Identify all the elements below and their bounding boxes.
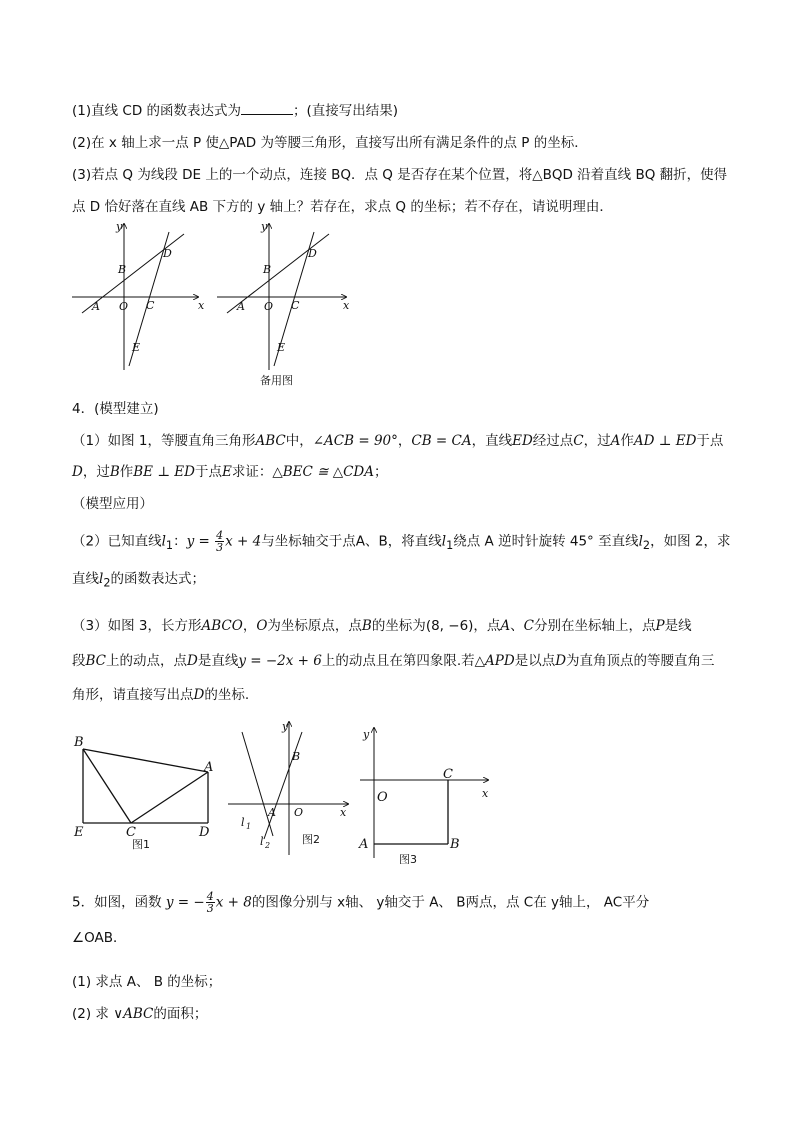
backup-point-label-d: D [308, 247, 317, 260]
q4-title: 4．(模型建立) [72, 401, 159, 417]
figure-2 [228, 722, 348, 855]
origin-label: O [119, 300, 129, 313]
q3-part3-line1: (3)若点 Q 为线段 DE 上的一个动点，连接 BQ．点 Q 是否存在某个位置，将△BQD 沿着直线 BQ 翻折，使得 [72, 167, 728, 183]
fig1-label-a: A [204, 760, 214, 775]
q4-part1-line1: （1）如图 1，等腰直角三角形ABC中，∠ACB = 90°，CB = CA，直线ED经过点C，过A作AD ⊥ ED于点 [72, 433, 724, 449]
point-label-a: A [92, 300, 100, 313]
q5-line1: 5．如图，函数 y = − $\frac{4}{3}$ x + 8的图像分别与 x轴、 y轴交于 A、 B两点，点 C在 y轴上， AC平分 [72, 890, 650, 915]
y-axis-label: y [116, 220, 123, 233]
backup-figure-caption: 备用图 [260, 374, 293, 387]
figure-1 [83, 749, 208, 823]
point-label-b: B [118, 263, 127, 276]
fig3-y-axis-label: y [363, 728, 370, 741]
backup-x-axis-label: x [343, 299, 350, 312]
fig1-label-c: C [126, 825, 136, 840]
point-label-d: D [163, 247, 172, 260]
fig2-y-axis-label: y [282, 720, 289, 733]
fig1-label-e: E [74, 825, 84, 840]
fig1-label-b: B [74, 735, 84, 750]
q3-part1: (1)直线 CD 的函数表达式为 ；(直接写出结果) [72, 103, 399, 119]
fig2-label-l1: l [241, 816, 245, 829]
fig2-x-axis-label: x [340, 806, 347, 819]
fig2-label-l2-sub: 2 [265, 841, 271, 850]
q4-part3-line2: 段BC上的动点，点D是直线y = −2x + 6上的动点且在第四象限.若△APD是以点D为直角顶点的等腰直角三 [72, 653, 715, 669]
fig2-label-a: A [268, 806, 276, 819]
fig2-label-b: B [292, 750, 301, 763]
figure-1-caption: 图1 [132, 838, 150, 851]
q5-part1: (1) 求点 A、 B 的坐标； [72, 974, 222, 990]
figure-3-caption: 图3 [399, 853, 417, 864]
figure-2-caption: 图2 [302, 833, 320, 846]
q4-part2-line1: （2）已知直线$l_1$：y = $\frac{4}{3}$ x + 4与坐标轴交于点A、B，将直线$l_1$绕点 A 逆时针旋转 45° 至直线$l_2$，如图 2，求 [72, 529, 731, 554]
fig2-label-l2: l [260, 835, 264, 848]
fig3-label-a: A [359, 837, 369, 852]
q3-part3-line2: 点 D 恰好落在直线 AB 下方的 y 轴上？若存在，求点 Q 的坐标；若不存在，请说明理由． [72, 199, 613, 215]
q4-part3-line3: 角形，请直接写出点D的坐标. [72, 687, 250, 703]
fig3-origin-label: O [377, 790, 388, 805]
fig2-label-l1-sub: 1 [246, 822, 252, 831]
q4-part2-line2: 直线$l_2$的函数表达式； [72, 571, 205, 590]
q3-figures [66, 218, 366, 390]
point-label-c: C [146, 299, 155, 312]
fig2-origin-label: O [294, 806, 304, 819]
backup-point-label-b: B [263, 263, 272, 276]
fraction-4-3: $\frac{4}{3}$ [206, 890, 214, 915]
q4-part3-line1: （3）如图 3，长方形ABCO，O为坐标原点，点B的坐标为(8, −6)，点A、C分别在坐标轴上，点P是线 [72, 618, 692, 634]
x-axis-label: x [198, 299, 205, 312]
fig3-label-c: C [443, 767, 453, 782]
backup-point-label-c: C [291, 299, 300, 312]
q5-part2: (2) 求 ∨ABC的面积； [72, 1006, 208, 1022]
q4-part1-line2: D，过B作BE ⊥ ED于点E求证：△BEC ≅ △CDA； [72, 464, 388, 480]
fraction-4-3: $\frac{4}{3}$ [216, 529, 224, 554]
point-label-e: E [132, 341, 141, 354]
backup-origin-label: O [264, 300, 274, 313]
backup-point-label-a: A [237, 300, 245, 313]
q4-application-heading: （模型应用） [72, 496, 153, 512]
backup-y-axis-label: y [261, 220, 268, 233]
backup-point-label-e: E [277, 341, 286, 354]
fig1-label-d: D [199, 825, 210, 840]
q3-part2: (2)在 x 轴上求一点 P 使△PAD 为等腰三角形，直接写出所有满足条件的点 P 的坐标． [72, 135, 588, 151]
fig3-x-axis-label: x [482, 787, 489, 800]
answer-blank[interactable] [241, 102, 293, 115]
fig3-label-b: B [450, 837, 460, 852]
q5-line2: ∠OAB． [72, 930, 127, 946]
q4-figures [70, 718, 500, 864]
